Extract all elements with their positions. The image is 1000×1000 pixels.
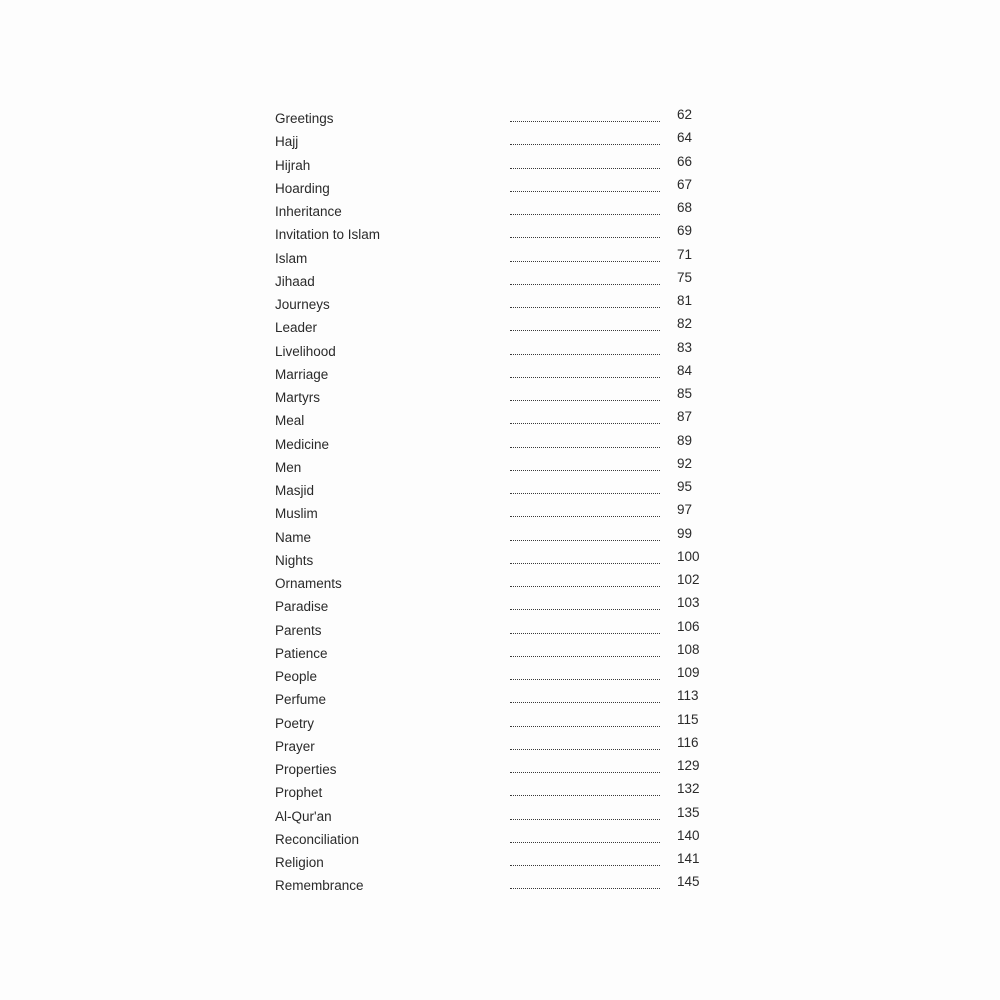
toc-entry	[275, 269, 715, 292]
toc-entry	[275, 478, 715, 501]
toc-entry	[275, 757, 715, 780]
toc-entry	[275, 827, 715, 850]
toc-entry-title: Muslim	[275, 506, 318, 522]
toc-entry-title: Paradise	[275, 599, 329, 615]
toc-entry-page-number: 68	[677, 200, 693, 215]
toc-entry	[275, 594, 715, 617]
toc-entry-page-number: 83	[677, 339, 693, 355]
toc-entry-title: Nights	[275, 552, 314, 568]
toc-entry-title: Greetings	[275, 111, 334, 126]
dot-leader	[510, 168, 660, 169]
toc-entry	[275, 432, 715, 455]
toc-entry-page-number: 81	[677, 293, 693, 308]
dot-leader	[510, 470, 660, 471]
toc-entry	[275, 664, 715, 687]
toc-entry-title: Journeys	[275, 297, 330, 312]
toc-entry-page-number: 84	[677, 362, 693, 378]
toc-entry-page-number: 82	[677, 316, 693, 332]
toc-entry-title: Medicine	[275, 436, 330, 452]
toc-entry-title: Patience	[275, 645, 328, 661]
dot-leader	[510, 330, 660, 331]
toc-entry-page-number: 95	[677, 479, 693, 494]
toc-entry-page-number: 141	[677, 851, 700, 866]
toc-entry	[275, 385, 715, 408]
toc-entry	[275, 292, 715, 315]
toc-entry	[275, 222, 715, 245]
toc-entry-page-number: 69	[677, 223, 693, 239]
toc-entry-page-number: 64	[677, 130, 693, 146]
toc-entry-title: Inheritance	[275, 204, 342, 219]
toc-entry-page-number: 100	[677, 548, 700, 564]
toc-entry-title: Invitation to Islam	[275, 227, 381, 243]
toc-entry-title: Remembrance	[275, 878, 364, 894]
toc-entry-page-number: 113	[677, 688, 699, 704]
toc-entry-title: Hoarding	[275, 180, 330, 196]
toc-entry-page-number: 102	[677, 572, 700, 587]
toc-entry-title: Properties	[275, 762, 337, 777]
toc-entry-page-number: 85	[677, 386, 693, 401]
toc-entry-title: Prayer	[275, 738, 315, 754]
dot-leader	[510, 377, 660, 378]
toc-entry-title: Parents	[275, 622, 322, 638]
toc-entry-page-number: 109	[677, 665, 700, 680]
dot-leader	[510, 865, 660, 866]
toc-entry-page-number: 132	[677, 781, 700, 797]
toc-entry-page-number: 106	[677, 618, 700, 634]
dot-leader	[510, 772, 660, 773]
toc-entry	[275, 687, 715, 710]
toc-entry-title: Islam	[275, 250, 308, 266]
toc-entry	[275, 734, 715, 757]
toc-entry	[275, 339, 715, 362]
toc-entry-title: Name	[275, 529, 312, 545]
dot-leader	[510, 121, 660, 122]
dot-leader	[510, 516, 660, 517]
toc-entry-page-number: 89	[677, 432, 693, 448]
toc-entry-title: Poetry	[275, 715, 315, 731]
toc-entry-page-number: 115	[677, 711, 699, 727]
dot-leader	[510, 586, 660, 587]
toc-entry-page-number: 97	[677, 502, 693, 518]
toc-entry	[275, 618, 715, 641]
dot-leader	[510, 447, 660, 448]
dot-leader	[510, 679, 660, 680]
toc-entry-title: Prophet	[275, 785, 323, 801]
toc-entry-page-number: 108	[677, 641, 700, 657]
dot-leader	[510, 540, 660, 541]
toc-entry	[275, 850, 715, 873]
dot-leader	[510, 656, 660, 657]
toc-entry-page-number: 66	[677, 153, 693, 169]
toc-entry	[275, 408, 715, 431]
dot-leader	[510, 609, 660, 610]
toc-entry-title: Jihaad	[275, 273, 315, 289]
dot-leader	[510, 261, 660, 262]
toc-entry	[275, 548, 715, 571]
toc-entry	[275, 455, 715, 478]
toc-entry	[275, 106, 715, 129]
toc-entry-title: Hajj	[275, 134, 299, 150]
dot-leader	[510, 633, 660, 634]
toc-entry-page-number: 62	[677, 107, 693, 122]
toc-entry-title: Meal	[275, 413, 305, 429]
toc-entry	[275, 501, 715, 524]
toc-entry	[275, 571, 715, 594]
dot-leader	[510, 795, 660, 796]
toc-entry	[275, 246, 715, 269]
toc-entry	[275, 153, 715, 176]
dot-leader	[510, 214, 660, 215]
dot-leader	[510, 354, 660, 355]
dot-leader	[510, 237, 660, 238]
table-of-contents	[275, 106, 715, 897]
toc-entry-page-number: 135	[677, 804, 700, 820]
dot-leader	[510, 144, 660, 145]
toc-entry-title: Masjid	[275, 483, 315, 498]
dot-leader	[510, 702, 660, 703]
dot-leader	[510, 493, 660, 494]
toc-entry	[275, 525, 715, 548]
toc-entry-title: Hijrah	[275, 157, 311, 173]
dot-leader	[510, 726, 660, 727]
toc-entry-page-number: 129	[677, 758, 700, 773]
toc-entry-title: Ornaments	[275, 576, 342, 591]
toc-entry	[275, 804, 715, 827]
toc-entry-title: Reconciliation	[275, 831, 360, 847]
toc-entry-title: Religion	[275, 855, 324, 870]
toc-entry-title: Al-Qur'an	[275, 808, 332, 824]
toc-entry	[275, 873, 715, 896]
toc-entry	[275, 315, 715, 338]
toc-entry-title: Perfume	[275, 692, 327, 708]
dot-leader	[510, 284, 660, 285]
dot-leader	[510, 819, 660, 820]
toc-entry-title: Martyrs	[275, 390, 320, 405]
toc-entry-page-number: 92	[677, 455, 693, 471]
toc-entry-page-number: 67	[677, 176, 693, 192]
toc-entry-page-number: 87	[677, 409, 693, 425]
dot-leader	[510, 191, 660, 192]
dot-leader	[510, 307, 660, 308]
toc-entry-page-number: 140	[677, 827, 700, 843]
dot-leader	[510, 400, 660, 401]
toc-entry-title: People	[275, 669, 318, 684]
toc-entry	[275, 641, 715, 664]
dot-leader	[510, 842, 660, 843]
toc-entry-title: Leader	[275, 320, 318, 336]
toc-entry-page-number: 71	[677, 246, 693, 262]
toc-entry-title: Men	[275, 459, 302, 475]
toc-entry	[275, 711, 715, 734]
toc-entry	[275, 362, 715, 385]
toc-entry-page-number: 103	[677, 595, 700, 611]
toc-entry-page-number: 145	[677, 874, 700, 890]
toc-entry	[275, 176, 715, 199]
dot-leader	[510, 423, 660, 424]
toc-entry	[275, 199, 715, 222]
toc-entry-page-number: 99	[677, 525, 693, 541]
dot-leader	[510, 563, 660, 564]
toc-entry-page-number: 75	[677, 269, 693, 285]
dot-leader	[510, 749, 660, 750]
toc-entry-title: Marriage	[275, 366, 329, 382]
toc-entry-title: Livelihood	[275, 343, 336, 359]
dot-leader	[510, 888, 660, 889]
toc-entry	[275, 780, 715, 803]
toc-entry-page-number: 116	[677, 734, 699, 750]
toc-entry	[275, 129, 715, 152]
